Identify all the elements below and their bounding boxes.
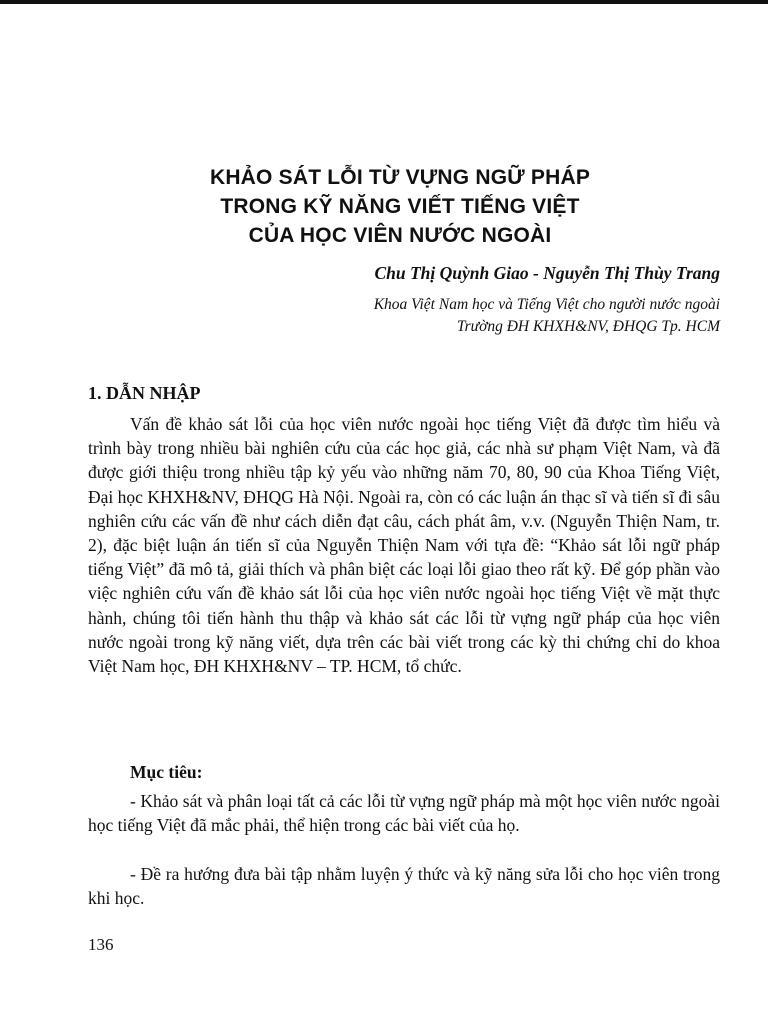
author-affiliation (374, 294, 720, 338)
article-title-line-1: KHẢO SÁT LỖI TỪ VỰNG NGỮ PHÁP (209, 166, 591, 189)
article-title-line-3: CỦA HỌC VIÊN NƯỚC NGOÀI (248, 224, 552, 247)
affiliation-line-2: Trường ĐH KHXH&NV, ĐHQG Tp. HCM (456, 318, 720, 335)
article-title (0, 163, 768, 250)
affiliation-line-1: Khoa Việt Nam học và Tiếng Việt cho người nước ngoài (373, 296, 720, 313)
article-title-line-2: TRONG KỸ NĂNG VIẾT TIẾNG VIỆT (220, 195, 580, 218)
goal-item-2: - Đề ra hướng đưa bài tập nhằm luyện ý thức và kỹ năng sửa lỗi cho học viên trong khi học. (88, 864, 720, 909)
goals-heading: Mục tiêu: (130, 762, 203, 782)
page-number: 136 (88, 935, 114, 954)
intro-paragraph: Vấn đề khảo sát lỗi của học viên nước ngoài học tiếng Việt đã được tìm hiểu và trình bày trong nhiều bài nghiên cứu của các học giả, các nhà sư phạm Việt Nam, và đã được giới thiệu trong nhiều tập kỷ yếu vào những năm 70, 80, 90 của Khoa Tiếng Việt, Đại học KHXH&NV, ĐHQG Hà Nội. Ngoài ra, còn có các luận án thạc sĩ và tiến sĩ đi sâu nghiên cứu các vấn đề như cách diễn đạt câu, cách phát âm, v.v. (Nguyễn Thiện Nam, tr. 2), đặc biệt luận án tiến sĩ của Nguyễn Thiện Nam với tựa đề: “Khảo sát lỗi ngữ pháp tiếng Việt” đã mô tả, giải thích và phân biệt các loại lỗi giao theo rất kỹ. Để góp phần vào việc nghiên cứu vấn đề khảo sát lỗi của học viên nước ngoài học tiếng Việt về mặt thực hành, chúng tôi tiến hành thu thập và khảo sát các lỗi từ vựng ngữ pháp của học viên nước ngoài trong kỹ năng viết, dựa trên các bài viết trong các kỳ thi chứng chỉ do khoa Việt Nam học, ĐH KHXH&NV – TP. HCM, tổ chức. (88, 414, 720, 677)
section-heading: 1. DẪN NHẬP (88, 383, 201, 403)
author-names: Chu Thị Quỳnh Giao - Nguyễn Thị Thùy Trang (374, 263, 720, 283)
top-border-rule (0, 0, 768, 4)
goal-item-1: - Khảo sát và phân loại tất cả các lỗi từ vựng ngữ pháp mà một học viên nước ngoài học tiếng Việt đã mắc phải, thể hiện trong các bài viết của họ. (88, 791, 720, 836)
